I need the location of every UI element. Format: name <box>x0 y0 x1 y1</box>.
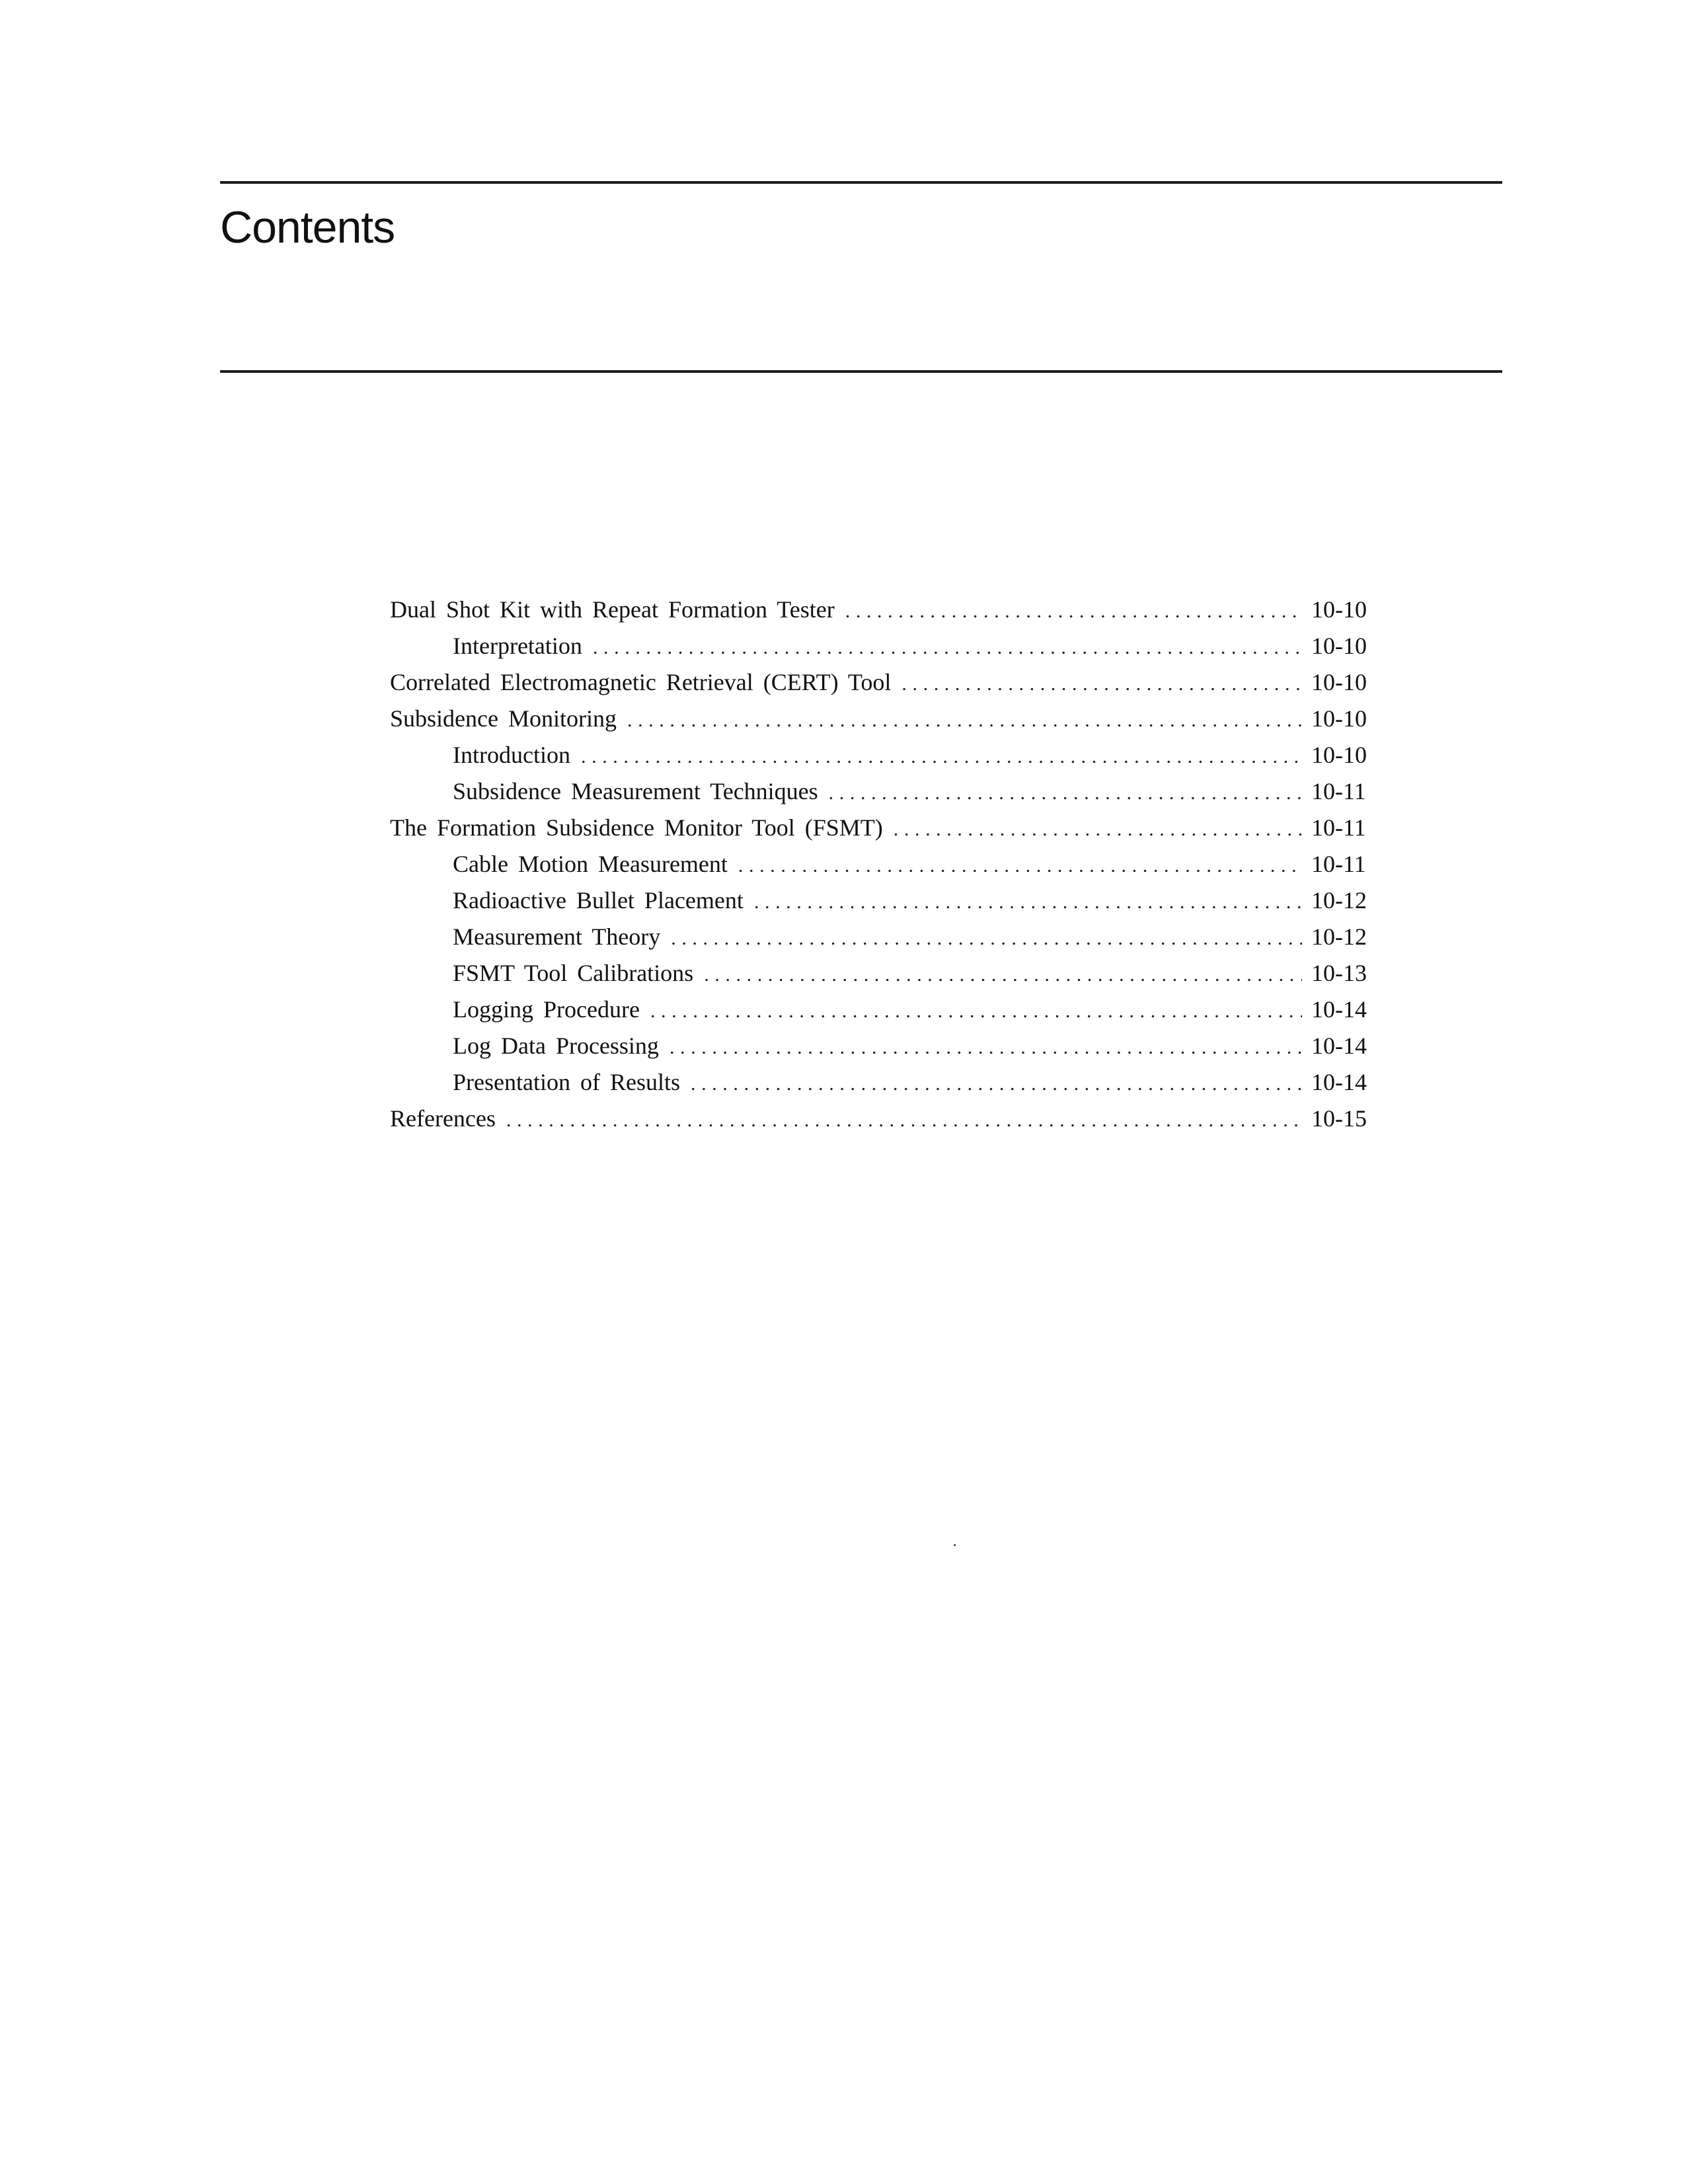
toc-entry <box>390 737 1375 773</box>
toc-page-number: 10-11 <box>1311 814 1366 841</box>
toc-entry <box>390 701 1375 737</box>
toc-entry-title: References <box>390 1105 496 1132</box>
toc-page-number: 10-15 <box>1311 1105 1367 1132</box>
toc-entry-title: Correlated Electromagnetic Retrieval (CERT) Tool <box>390 669 892 695</box>
toc-entry-title: Log Data Processing <box>453 1033 659 1059</box>
toc-page-number: 10-14 <box>1311 1033 1367 1059</box>
toc-page-number: 10-10 <box>1311 596 1367 623</box>
toc-entry-title: Subsidence Measurement Techniques <box>453 778 818 804</box>
toc-dot-leader <box>691 1066 1302 1102</box>
scan-speck <box>954 1544 956 1546</box>
toc-page-number: 10-10 <box>1311 669 1367 695</box>
toc-entry <box>390 628 1375 664</box>
toc-dot-leader <box>829 775 1302 811</box>
toc-entry-title: Dual Shot Kit with Repeat Formation Tester <box>390 596 835 623</box>
table-of-contents <box>390 592 1375 1137</box>
toc-entry <box>390 955 1375 992</box>
toc-entry <box>390 919 1375 955</box>
toc-dot-leader <box>627 702 1302 738</box>
toc-entry <box>390 1101 1375 1137</box>
toc-entry <box>390 773 1375 810</box>
toc-entry-title: Cable Motion Measurement <box>453 851 728 877</box>
toc-entry <box>390 810 1375 846</box>
toc-dot-leader <box>894 811 1302 847</box>
toc-entry <box>390 846 1375 882</box>
toc-dot-leader <box>754 884 1302 920</box>
toc-page-number: 10-13 <box>1311 960 1367 986</box>
toc-entry <box>390 1028 1375 1064</box>
header-rule-top <box>220 181 1502 184</box>
toc-page-number: 10-12 <box>1311 887 1367 914</box>
toc-entry-title: Subsidence Monitoring <box>390 705 617 732</box>
toc-entry-title: Measurement Theory <box>453 923 661 950</box>
header-rule-bottom <box>220 370 1502 373</box>
toc-dot-leader <box>671 920 1302 956</box>
toc-page-number: 10-11 <box>1311 851 1366 877</box>
toc-entry <box>390 992 1375 1028</box>
toc-page-number: 10-10 <box>1311 705 1367 732</box>
toc-entry-title: Interpretation <box>453 633 582 659</box>
toc-entry <box>390 592 1375 628</box>
toc-dot-leader <box>845 593 1302 629</box>
page-title: Contents <box>220 202 395 253</box>
toc-dot-leader <box>670 1029 1302 1066</box>
toc-page-number: 10-10 <box>1311 633 1367 659</box>
toc-page-number: 10-14 <box>1311 996 1367 1023</box>
toc-page-number: 10-11 <box>1311 778 1366 804</box>
toc-page-number: 10-12 <box>1311 923 1367 950</box>
toc-entry-title: The Formation Subsidence Monitor Tool (FSMT) <box>390 814 883 841</box>
toc-dot-leader <box>902 666 1302 702</box>
toc-entry-title: Presentation of Results <box>453 1069 680 1095</box>
toc-dot-leader <box>704 956 1302 993</box>
toc-dot-leader <box>650 993 1302 1029</box>
toc-entry <box>390 664 1375 701</box>
toc-entry-title: Logging Procedure <box>453 996 640 1023</box>
toc-dot-leader <box>738 847 1302 884</box>
toc-page-number: 10-10 <box>1311 742 1367 768</box>
toc-entry <box>390 1064 1375 1101</box>
toc-entry-title: FSMT Tool Calibrations <box>453 960 694 986</box>
toc-dot-leader <box>506 1102 1302 1138</box>
toc-entry-title: Radioactive Bullet Placement <box>453 887 744 914</box>
toc-entry <box>390 882 1375 919</box>
toc-page-number: 10-14 <box>1311 1069 1367 1095</box>
toc-dot-leader <box>593 629 1302 666</box>
toc-dot-leader <box>581 738 1302 775</box>
toc-entry-title: Introduction <box>453 742 570 768</box>
